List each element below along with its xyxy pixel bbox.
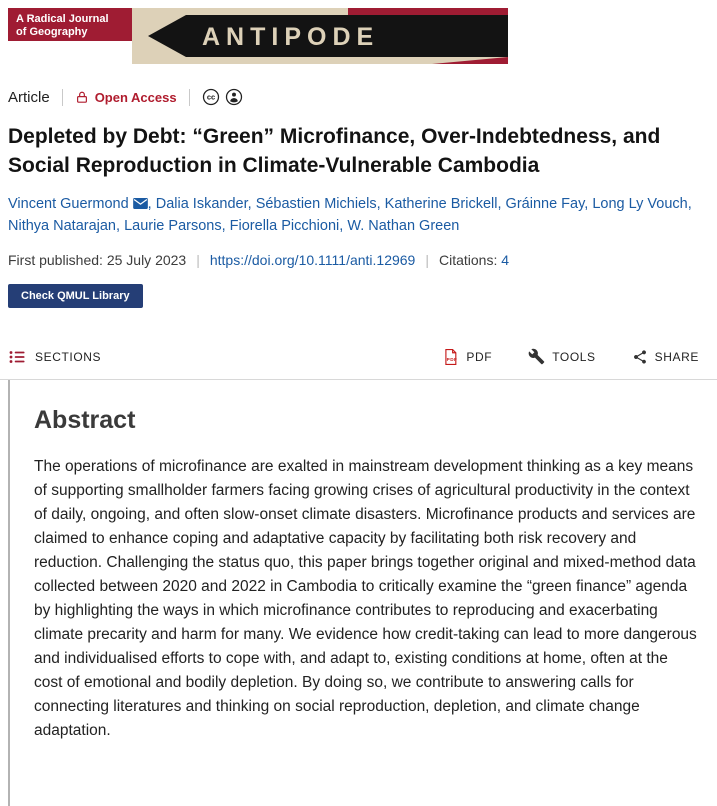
- pdf-button[interactable]: [442, 348, 492, 366]
- journal-name: ANTIPODE: [202, 23, 380, 51]
- divider: |: [425, 251, 429, 268]
- article-title: Depleted by Debt: “Green” Microfinance, Over-Indebtedness, and Social Reproduction in Climate-Vulnerable Cambodia: [8, 125, 661, 178]
- sections-button[interactable]: [8, 348, 101, 366]
- share-icon: [632, 349, 648, 365]
- svg-text:PDF: PDF: [447, 356, 458, 362]
- license-icons[interactable]: [202, 88, 243, 106]
- cc-by-person-icon[interactable]: [225, 88, 243, 106]
- author-link[interactable]: Laurie Parsons: [124, 218, 222, 235]
- abstract-text: The operations of microfinance are exalted in mainstream development thinking as a key means of supporting smallholder farmers facing growing crises of agricultural productivity in the context of daily, ongoing, and often slow-onset climate disasters. Microfinance products and services are claimed to enhance coping and adaptative capacity by facilitating both risk recovery and reduction. Challenging the status quo, this paper brings together original and mixed-method data collected between 2020 and 2022 in Cambodia to critically examine the “green finance” agenda by highlighting the ways in which microfinance contributes to reproducing and exacerbating climate precarity and harm for many. We evidence how credit-taking can lead to more dangerous and individualised efforts to cope with, and adapt to, existing conditions at home, often at the cost of emotional and bodily depletion. By doing so, we contribute to answering calls for connecting literatures and thinking on social reproduction, depletion, and climate change adaptation.: [34, 457, 697, 739]
- citations-count-link[interactable]: 4: [501, 251, 510, 268]
- author-link[interactable]: Fiorella Picchioni: [229, 218, 340, 235]
- first-published-label: First published: 25 July 2023: [8, 251, 187, 268]
- share-label: SHARE: [654, 349, 699, 364]
- divider: [189, 89, 190, 106]
- open-access-lock-icon: [75, 90, 89, 105]
- divider: |: [196, 251, 200, 268]
- divider: [62, 89, 63, 106]
- author-link[interactable]: Dalia Iskander: [155, 195, 248, 212]
- sections-list-icon: [8, 348, 26, 366]
- share-button[interactable]: [632, 349, 699, 365]
- article-toolbar: [0, 336, 717, 380]
- sections-label: SECTIONS: [35, 349, 102, 364]
- journal-tagline-line1: A Radical Journal: [16, 13, 109, 25]
- author-link[interactable]: Nithya Natarajan: [8, 218, 116, 235]
- author-link[interactable]: W. Nathan Green: [347, 218, 460, 235]
- author-list: Vincent Guermond , Dalia Iskander, Sébastien Michiels, Katherine Brickell, Gráinne Fay, Long Ly Vouch, Nithya Natarajan, Laurie Parsons, Fiorella Picchioni, W. Nathan Green: [8, 195, 692, 235]
- author-link[interactable]: Sébastien Michiels: [255, 195, 377, 212]
- pdf-label: PDF: [466, 349, 493, 364]
- svg-text:cc: cc: [206, 92, 215, 102]
- abstract-heading: Abstract: [34, 405, 136, 434]
- author-link[interactable]: Vincent Guermond: [8, 195, 129, 212]
- citations-label: Citations:: [439, 251, 498, 268]
- publication-info-row: [8, 252, 717, 268]
- pdf-icon: [442, 348, 459, 366]
- citations: [439, 252, 509, 268]
- journal-tagline-line2: of Geography: [16, 26, 88, 38]
- article-meta-row: [8, 88, 717, 106]
- toolbar-actions: [442, 348, 699, 366]
- email-icon[interactable]: [133, 198, 148, 209]
- open-access-badge: [75, 90, 177, 105]
- wrench-icon: [528, 348, 545, 365]
- tools-label: TOOLS: [552, 349, 596, 364]
- journal-banner[interactable]: [8, 8, 508, 64]
- article-type-label: Article: [8, 88, 50, 106]
- open-access-label: Open Access: [94, 89, 177, 105]
- antipode-logo: [8, 8, 508, 64]
- author-link[interactable]: Katherine Brickell: [384, 195, 498, 212]
- author-link[interactable]: Long Ly Vouch: [592, 195, 688, 212]
- cc-license-icon[interactable]: [202, 88, 220, 106]
- author-link[interactable]: Gráinne Fay: [505, 195, 585, 212]
- check-library-button[interactable]: Check QMUL Library: [8, 284, 143, 308]
- tools-button[interactable]: [528, 348, 595, 365]
- doi-link[interactable]: https://doi.org/10.1111/anti.12969: [209, 251, 416, 268]
- abstract-section: [8, 380, 717, 806]
